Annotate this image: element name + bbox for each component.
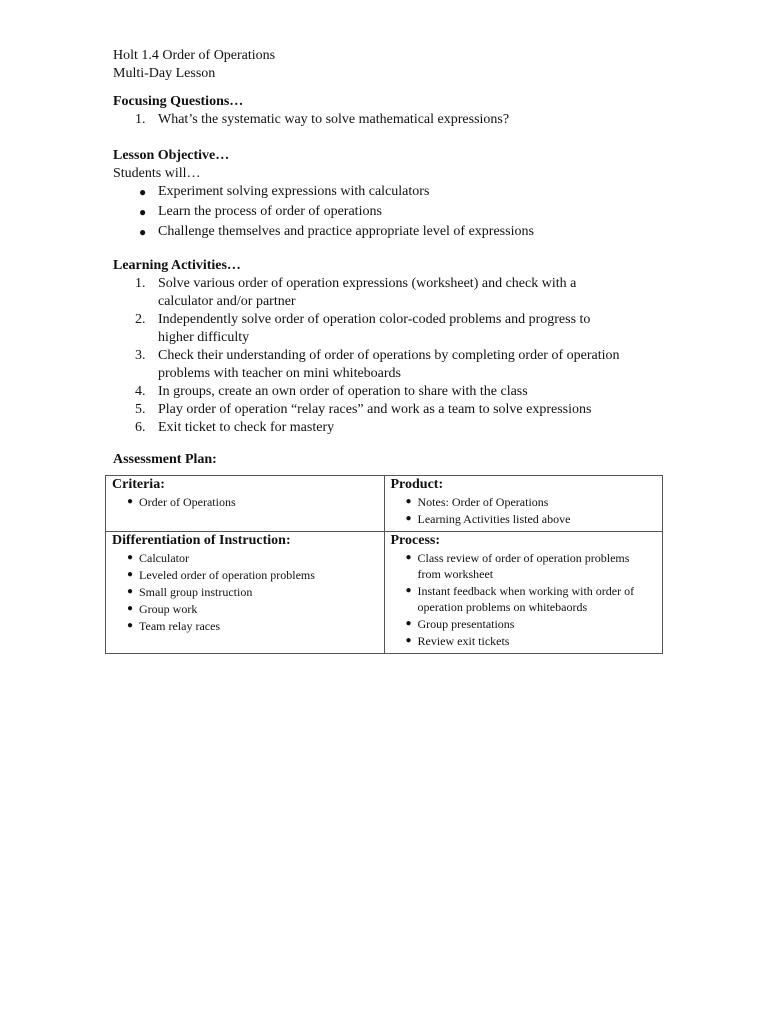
list-item	[112, 601, 378, 617]
item-text: higher difficulty	[158, 330, 250, 345]
list-item	[391, 583, 657, 615]
item-text: In groups, create an own order of operation to share with the class	[158, 384, 528, 399]
activities-heading: Learning Activities…	[113, 258, 241, 273]
differentiation-cell	[106, 532, 385, 654]
item-text: from worksheet	[417, 567, 494, 581]
list-item	[113, 223, 673, 241]
item-text: Team relay races	[139, 619, 221, 633]
list-item	[391, 494, 657, 510]
list-item	[391, 616, 657, 632]
list-item	[113, 111, 673, 129]
bullet-icon: ●	[405, 513, 412, 524]
focusing-heading: Focusing Questions…	[113, 94, 244, 109]
list-item	[112, 567, 378, 583]
bullet-icon: ●	[127, 569, 134, 580]
table-row	[106, 532, 663, 654]
list-item	[391, 633, 657, 649]
item-number: 2.	[135, 312, 146, 327]
item-text: Challenge themselves and practice appropriate level of expressions	[158, 224, 534, 239]
list-item	[113, 419, 673, 437]
item-text: Instant feedback when working with order of	[417, 584, 635, 598]
item-text: Learn the process of order of operations	[158, 204, 382, 219]
lesson-plan	[113, 47, 673, 469]
objective-heading: Lesson Objective…	[113, 148, 230, 163]
bullet-icon: ●	[127, 586, 134, 597]
bullet-icon: ●	[405, 585, 412, 596]
item-number: 5.	[135, 402, 146, 417]
item-text: What’s the systematic way to solve mathematical expressions?	[158, 112, 510, 127]
item-text: problems with teacher on mini whiteboards	[158, 366, 401, 381]
bullet-icon: ●	[405, 496, 412, 507]
activities-list	[113, 275, 673, 437]
bullet-icon: ●	[139, 185, 147, 199]
list-item	[391, 550, 657, 582]
item-text: Leveled order of operation problems	[139, 568, 315, 582]
list-item	[391, 511, 657, 527]
item-text: Small group instruction	[139, 585, 253, 599]
bullet-icon: ●	[139, 225, 147, 239]
criteria-title: Criteria:	[112, 477, 165, 492]
criteria-list	[112, 494, 378, 510]
bullet-icon: ●	[127, 603, 134, 614]
differentiation-title: Differentiation of Instruction:	[112, 533, 291, 548]
list-item	[113, 275, 673, 311]
bullet-icon: ●	[127, 552, 134, 563]
list-item	[113, 401, 673, 419]
item-text: Review exit tickets	[417, 634, 510, 648]
item-number: 1.	[135, 112, 146, 127]
doc-title: Holt 1.4 Order of Operations	[113, 48, 276, 63]
product-list	[391, 494, 657, 527]
list-item	[112, 494, 378, 510]
process-list	[391, 550, 657, 649]
item-number: 6.	[135, 420, 146, 435]
list-item	[113, 311, 673, 347]
item-number: 3.	[135, 348, 146, 363]
item-text: Class review of order of operation problems	[417, 551, 630, 565]
item-number: 1.	[135, 276, 146, 291]
item-text: Group work	[139, 602, 198, 616]
item-text: Order of Operations	[139, 495, 236, 509]
list-item	[113, 383, 673, 401]
list-item	[113, 347, 673, 383]
doc-subtitle: Multi-Day Lesson	[113, 66, 216, 81]
bullet-icon: ●	[139, 205, 147, 219]
item-text: Learning Activities listed above	[417, 512, 571, 526]
item-text: Exit ticket to check for mastery	[158, 420, 335, 435]
item-text: Check their understanding of order of operations by completing order of operation	[158, 348, 620, 363]
product-title: Product:	[390, 477, 444, 492]
bullet-icon: ●	[127, 620, 134, 631]
item-text: Solve various order of operation expressions (worksheet) and check with a	[158, 276, 577, 291]
assessment-heading: Assessment Plan:	[113, 452, 217, 467]
list-item	[112, 584, 378, 600]
table-row	[106, 476, 663, 532]
item-text: Play order of operation “relay races” and work as a team to solve expressions	[158, 402, 592, 417]
item-text: Calculator	[139, 551, 189, 565]
bullet-icon: ●	[127, 496, 134, 507]
bullet-icon: ●	[405, 635, 412, 646]
product-cell	[384, 476, 663, 532]
item-text: Experiment solving expressions with calculators	[158, 184, 430, 199]
differentiation-list	[112, 550, 378, 634]
item-text: Notes: Order of Operations	[417, 495, 549, 509]
list-item	[113, 183, 673, 201]
list-item	[112, 550, 378, 566]
process-title: Process:	[390, 533, 440, 548]
list-item	[112, 618, 378, 634]
item-number: 4.	[135, 384, 146, 399]
criteria-cell	[106, 476, 385, 532]
bullet-icon: ●	[405, 618, 412, 629]
assessment-table	[105, 475, 663, 654]
list-item	[113, 203, 673, 221]
focusing-list	[113, 111, 673, 129]
item-text: Group presentations	[417, 617, 515, 631]
process-cell	[384, 532, 663, 654]
objective-list	[113, 183, 673, 241]
item-text: calculator and/or partner	[158, 294, 296, 309]
objective-intro: Students will…	[113, 166, 201, 181]
item-text: operation problems on whitebaords	[417, 600, 588, 614]
bullet-icon: ●	[405, 552, 412, 563]
item-text: Independently solve order of operation color-coded problems and progress to	[158, 312, 591, 327]
